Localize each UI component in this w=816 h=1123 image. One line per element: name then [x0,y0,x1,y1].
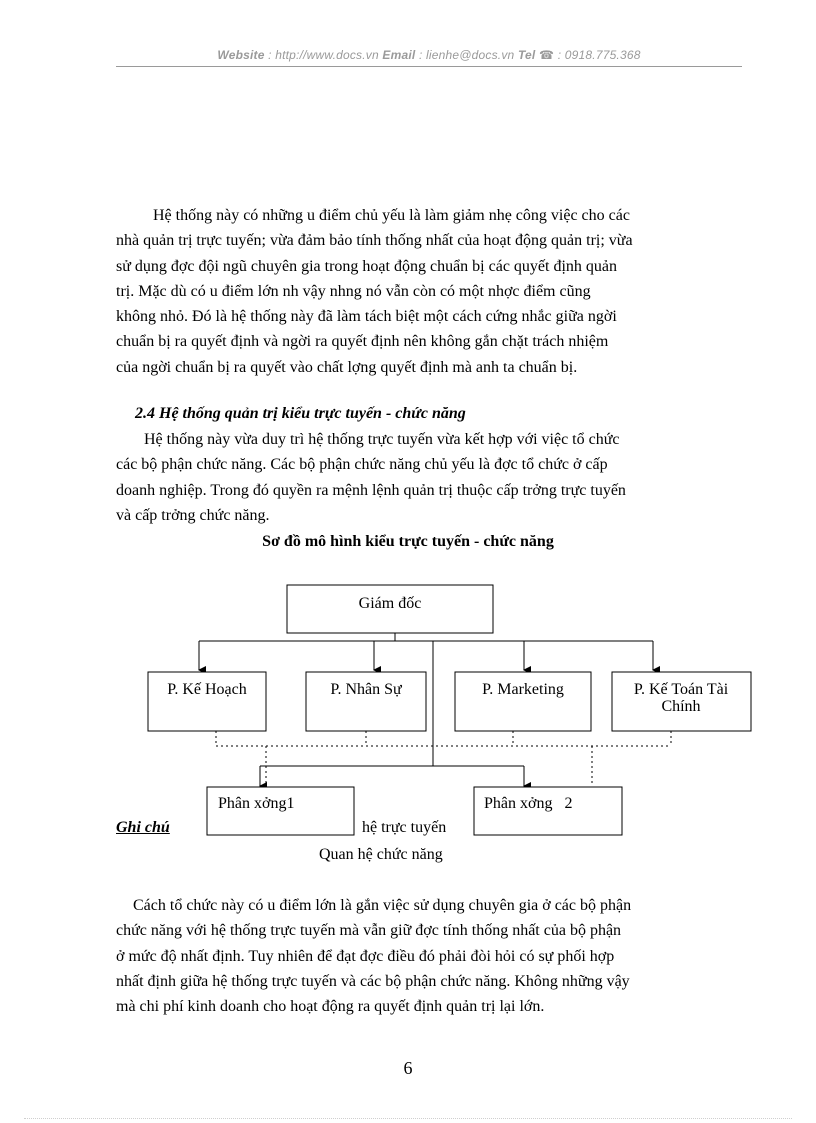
legend-dotted-line-text: Quan hệ chức năng [319,846,443,863]
text-line: sử dụng đợc đội ngũ chuyên gia trong hoạt động chuẩn bị các quyết định quản [116,257,618,275]
diagram-title: Sơ đồ mô hình kiểu trực tuyến - chức năng [262,533,554,550]
email-value[interactable]: : lienhe@docs.vn [418,48,515,62]
text-line: Cách tổ chức này có u điểm lớn là gắn việc sử dụng chuyên gia ở các bộ phận [133,897,632,914]
legend-label: Ghi chú [116,819,170,836]
box-director-label: Giám đốc [358,595,422,612]
section-heading: 2.4 Hệ thống quản trị kiểu trực tuyến - chức năng [135,405,466,422]
box-department-hr-label: P. Nhân Sự [330,681,402,698]
website-label: Website [217,48,265,62]
email-label: Email [382,48,416,62]
tel-value: : 0918.775.368 [557,48,641,62]
text-line: và cấp trởng chức năng. [116,506,270,524]
box-department-marketing-label: P. Marketing [482,681,564,698]
box-department-planning-label: P. Kế Hoạch [167,681,247,698]
website-value[interactable]: : http://www.docs.vn [268,48,379,62]
tel-label: Tel [517,48,536,62]
phone-icon: ☎ [539,48,555,62]
text-line: các bộ phận chức năng. Các bộ phận chức năng chủ yếu là đợc tổ chức ở cấp [116,456,608,474]
text-line: doanh nghiệp. Trong đó quyền ra mệnh lệnh quản trị thuộc cấp trởng trực tuyến [116,481,626,499]
text-line: chuẩn bị ra quyết định và ngời ra quyết định nên không gắn chặt trách nhiệm [116,333,609,351]
box-department-finance-label-1: P. Kế Toán Tài [633,681,729,698]
box-workshop-2-label: Phân xởng 2 [484,795,573,812]
text-line: không nhỏ. Đó là hệ thống này đã làm tách biệt một cách cứng nhắc giữa ngời [116,308,617,326]
functional-relation-lines [216,731,671,786]
text-line: trị. Mặc dù có u điểm lớn nh vậy nhng nó vẫn còn có một nhợc điểm cũng [116,282,591,300]
legend-solid-line-text: hệ trực tuyến [362,819,447,836]
text-line: Hệ thống này vừa duy trì hệ thống trực tuyến vừa kết hợp với việc tổ chức [144,431,620,448]
paragraph-conclusion [116,893,740,1019]
text-line: của ngời chuẩn bị ra quyết vào chất lợng quyết định mà anh ta chuẩn bị. [116,358,578,376]
text-line: nhất định giữa hệ thống trực tuyến và các bộ phận chức năng. Không những vậy [116,972,630,990]
text-line: nhà quản trị trực tuyến; vừa đảm bảo tính thống nhất của hoạt động quản trị; vừa [116,232,633,250]
text-line: mà chi phí kinh doanh cho hoạt động ra quyết định quản trị lại lớn. [116,998,545,1016]
box-workshop-1-label: Phân xởng1 [218,795,295,812]
footer-divider [24,1118,792,1119]
text-line: Hệ thống này có những u điểm chủ yếu là làm giảm nhẹ công việc cho các [153,207,630,224]
page-number: 6 [403,1058,413,1078]
text-line: chức năng với hệ thống trực tuyến mà vẫn giữ đợc tính thống nhất của bộ phận [116,922,622,940]
text-line: ở mức độ nhất định. Tuy nhiên để đạt đợc điều đó phải đòi hỏi có sự phối hợp [116,947,615,965]
box-department-finance-label-2: Chính [661,698,701,715]
